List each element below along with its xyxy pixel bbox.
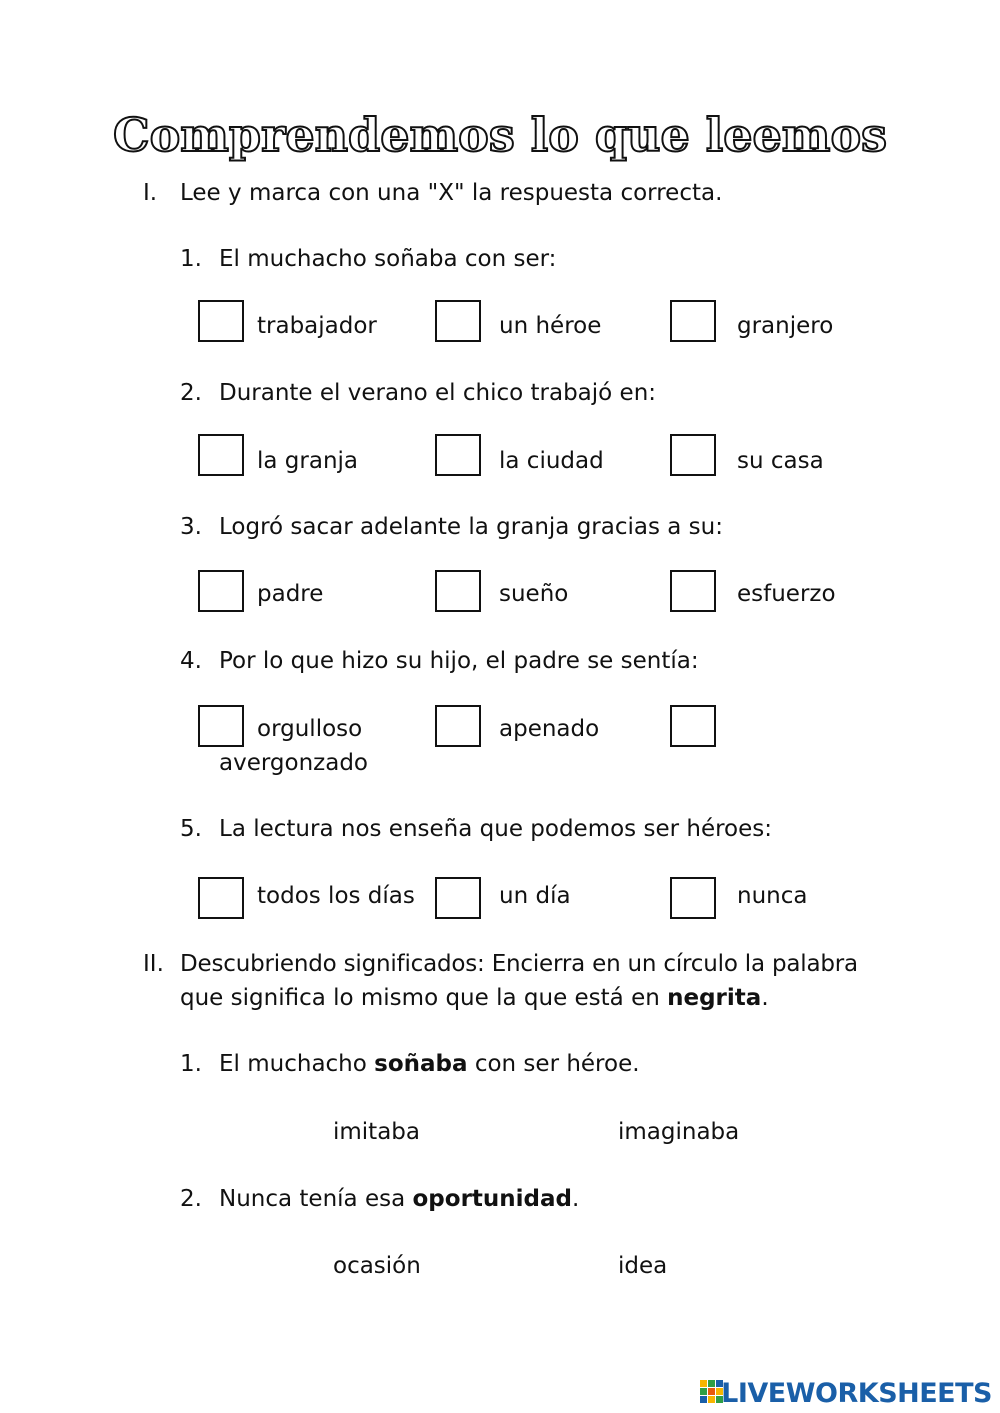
- question-number: 5.: [180, 816, 202, 842]
- answer-checkbox[interactable]: [198, 300, 244, 342]
- answer-checkbox[interactable]: [435, 570, 481, 612]
- section-2-instruction-cont: que significa lo mismo que la que está en negrita.: [180, 985, 769, 1011]
- section-2-instruction: Descubriendo significados: Encierra en un círculo la palabra: [180, 951, 858, 977]
- brand-logo-text: LIVEWORKSHEETS: [721, 1378, 992, 1409]
- answer-checkbox[interactable]: [198, 434, 244, 476]
- synonym-choice[interactable]: imaginaba: [618, 1119, 740, 1145]
- answer-option: la granja: [257, 448, 359, 474]
- page-title: Comprendemos lo que leemos: [112, 108, 888, 162]
- answer-checkbox[interactable]: [670, 300, 716, 342]
- answer-checkbox[interactable]: [435, 434, 481, 476]
- item-number: 2.: [180, 1186, 202, 1212]
- answer-option: trabajador: [257, 313, 377, 339]
- bold-word: negrita: [667, 985, 762, 1011]
- question-number: 4.: [180, 648, 202, 674]
- question-number: 1.: [180, 246, 202, 272]
- question-text: Por lo que hizo su hijo, el padre se sentía:: [219, 648, 699, 674]
- answer-option: sueño: [499, 581, 569, 607]
- synonym-choice[interactable]: idea: [618, 1253, 668, 1279]
- answer-checkbox[interactable]: [198, 877, 244, 919]
- answer-option: un día: [499, 883, 571, 909]
- bold-word: soñaba: [374, 1051, 468, 1077]
- answer-checkbox[interactable]: [670, 434, 716, 476]
- answer-option: apenado: [499, 716, 600, 742]
- answer-option: orgulloso: [257, 716, 363, 742]
- item-sentence: El muchacho soñaba con ser héroe.: [219, 1051, 640, 1077]
- answer-checkbox[interactable]: [435, 705, 481, 747]
- answer-option: todos los días: [257, 883, 415, 909]
- answer-checkbox[interactable]: [435, 877, 481, 919]
- question-text: El muchacho soñaba con ser:: [219, 246, 557, 272]
- bold-word: oportunidad: [412, 1186, 572, 1212]
- question-text: Durante el verano el chico trabajó en:: [219, 380, 657, 406]
- synonym-choice[interactable]: imitaba: [333, 1119, 420, 1145]
- section-1-instruction: Lee y marca con una "X" la respuesta correcta.: [180, 180, 723, 206]
- answer-option: nunca: [737, 883, 808, 909]
- item-sentence: Nunca tenía esa oportunidad.: [219, 1186, 580, 1212]
- synonym-choice[interactable]: ocasión: [333, 1253, 421, 1279]
- answer-checkbox[interactable]: [670, 570, 716, 612]
- question-number: 2.: [180, 380, 202, 406]
- section-1-numeral: I.: [143, 180, 158, 206]
- answer-checkbox[interactable]: [670, 705, 716, 747]
- answer-checkbox[interactable]: [198, 570, 244, 612]
- answer-option: esfuerzo: [737, 581, 836, 607]
- section-2-numeral: II.: [143, 951, 164, 977]
- answer-option: un héroe: [499, 313, 602, 339]
- answer-option: la ciudad: [499, 448, 604, 474]
- answer-option: avergonzado: [219, 750, 368, 776]
- question-text: La lectura nos enseña que podemos ser héroes:: [219, 816, 773, 842]
- answer-checkbox[interactable]: [670, 877, 716, 919]
- question-number: 3.: [180, 514, 202, 540]
- answer-option: padre: [257, 581, 324, 607]
- answer-checkbox[interactable]: [198, 705, 244, 747]
- question-text: Logró sacar adelante la granja gracias a su:: [219, 514, 723, 540]
- answer-option: su casa: [737, 448, 824, 474]
- answer-option: granjero: [737, 313, 834, 339]
- item-number: 1.: [180, 1051, 202, 1077]
- answer-checkbox[interactable]: [435, 300, 481, 342]
